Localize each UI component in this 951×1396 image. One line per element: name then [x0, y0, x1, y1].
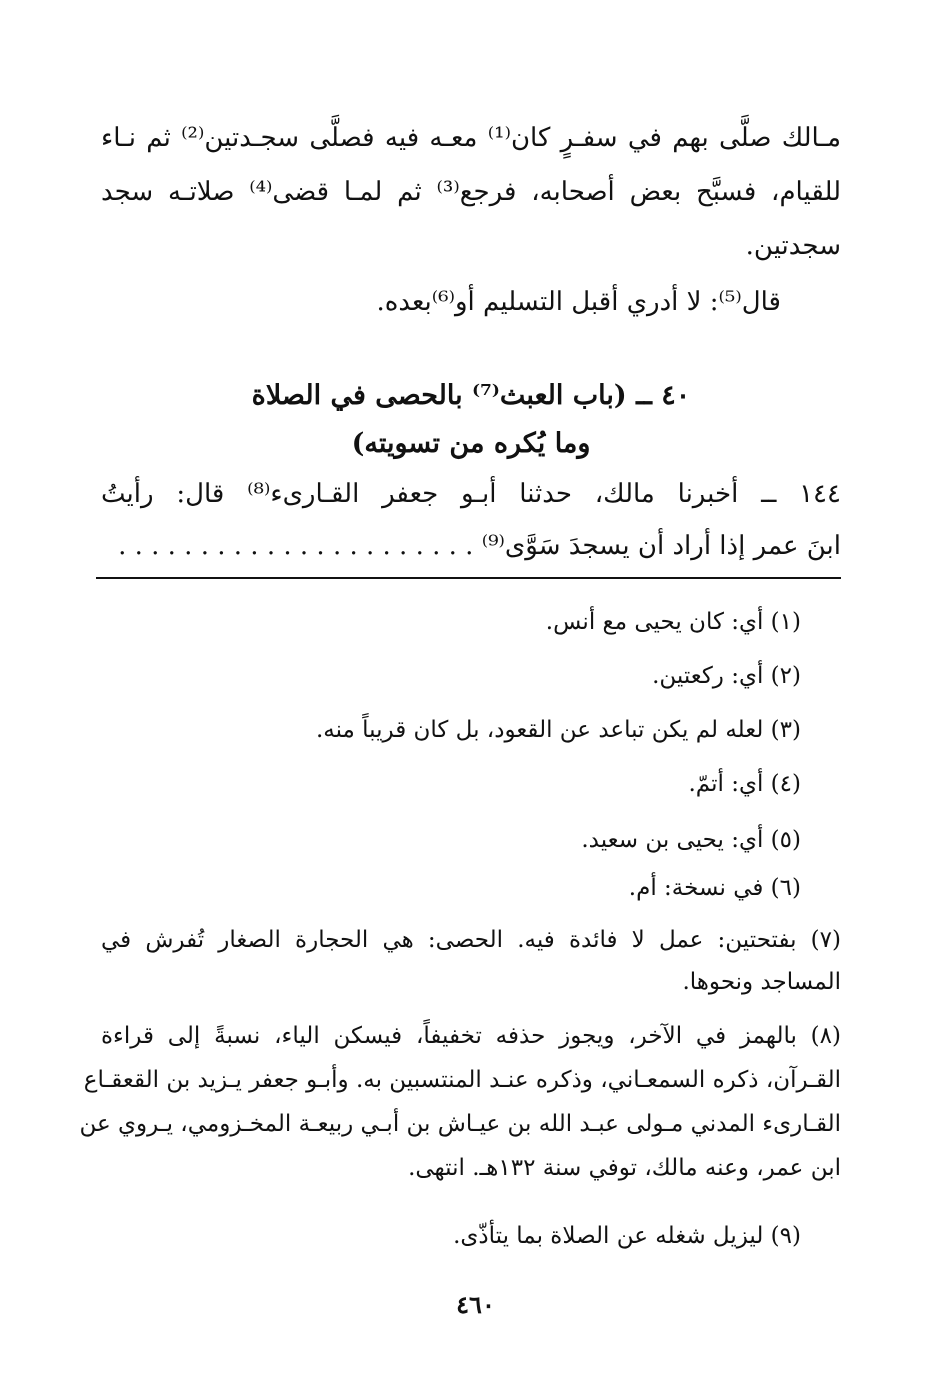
footnote-8-line-4: ابن عمر، وعنه مالك، توفي سنة ١٣٢هـ. انتهى.	[408, 1155, 841, 1181]
footnote-7-line-2: المساجد ونحوها.	[682, 969, 841, 995]
chapter-subheading: وما يُكره من تسويته)	[351, 428, 591, 459]
footnote-8-line-3: القـارىء المدني مـولى عبـد الله بن عيـاش بن أبـي ربيعـة المخـزومي، يـروي عن	[79, 1111, 841, 1137]
chapter-heading: ٤٠ ــ (باب العبث⁽⁷⁾ بالحصى في الصلاة	[251, 380, 691, 411]
footnote-4: (٤) أي: أتمّ.	[688, 771, 801, 797]
footnote-8-line-2: القـرآن، ذكره السمعـاني، وذكره عنـد المنتسبين به. وأبـو جعفر يـزيد بن القعقـاع	[83, 1067, 841, 1093]
hadith-line-2: ابنَ عمر إذا أراد أن يسجدَ سَوَّى⁽⁹⁾ . . . . . . . . . . . . . . . . . . . . . .	[118, 531, 841, 561]
body-line-1: مـالك صلَّى بهم في سفـرٍ كان⁽¹⁾ معـه فيه فصلَّى سجـدتين⁽²⁾ ثم نـاء	[101, 123, 841, 153]
footnote-divider	[96, 577, 841, 579]
footnote-6: (٦) في نسخة: أم.	[628, 875, 801, 901]
footnote-2: (٢) أي: ركعتين.	[652, 663, 801, 689]
page-number: ٤٦٠	[456, 1290, 495, 1319]
footnote-9: (٩) ليزيل شغله عن الصلاة بما يتأذّى.	[453, 1223, 801, 1249]
footnote-3: (٣) لعله لم يكن تباعد عن القعود، بل كان قريباً منه.	[315, 717, 801, 743]
footnote-5: (٥) أي: يحيى بن سعيد.	[581, 827, 801, 853]
footnote-1: (١) أي: كان يحيى مع أنس.	[545, 609, 801, 635]
body-line-2: للقيام، فسبَّح بعض أصحابه، فرجع⁽³⁾ ثم لمـا قضى⁽⁴⁾ صلاتـه سجد	[101, 177, 841, 207]
body-line-4: قال⁽⁵⁾: لا أدري أقبل التسليم أو⁽⁶⁾بعده.	[376, 287, 781, 317]
body-line-3: سجدتين.	[745, 231, 841, 261]
footnote-8-line-1: (٨) بالهمز في الآخر، ويجوز حذفه تخفيفاً، فيسكن الياء، نسبةً إلى قراءة	[101, 1023, 841, 1049]
footnote-7-line-1: (٧) بفتحتين: عمل لا فائدة فيه. الحصى: هي الحجارة الصغار تُفرش في	[101, 927, 841, 953]
hadith-line-1: ١٤٤ ــ أخبرنا مالك، حدثنا أبـو جعفر القـارىء⁽⁸⁾ قال: رأيتُ	[101, 479, 841, 509]
